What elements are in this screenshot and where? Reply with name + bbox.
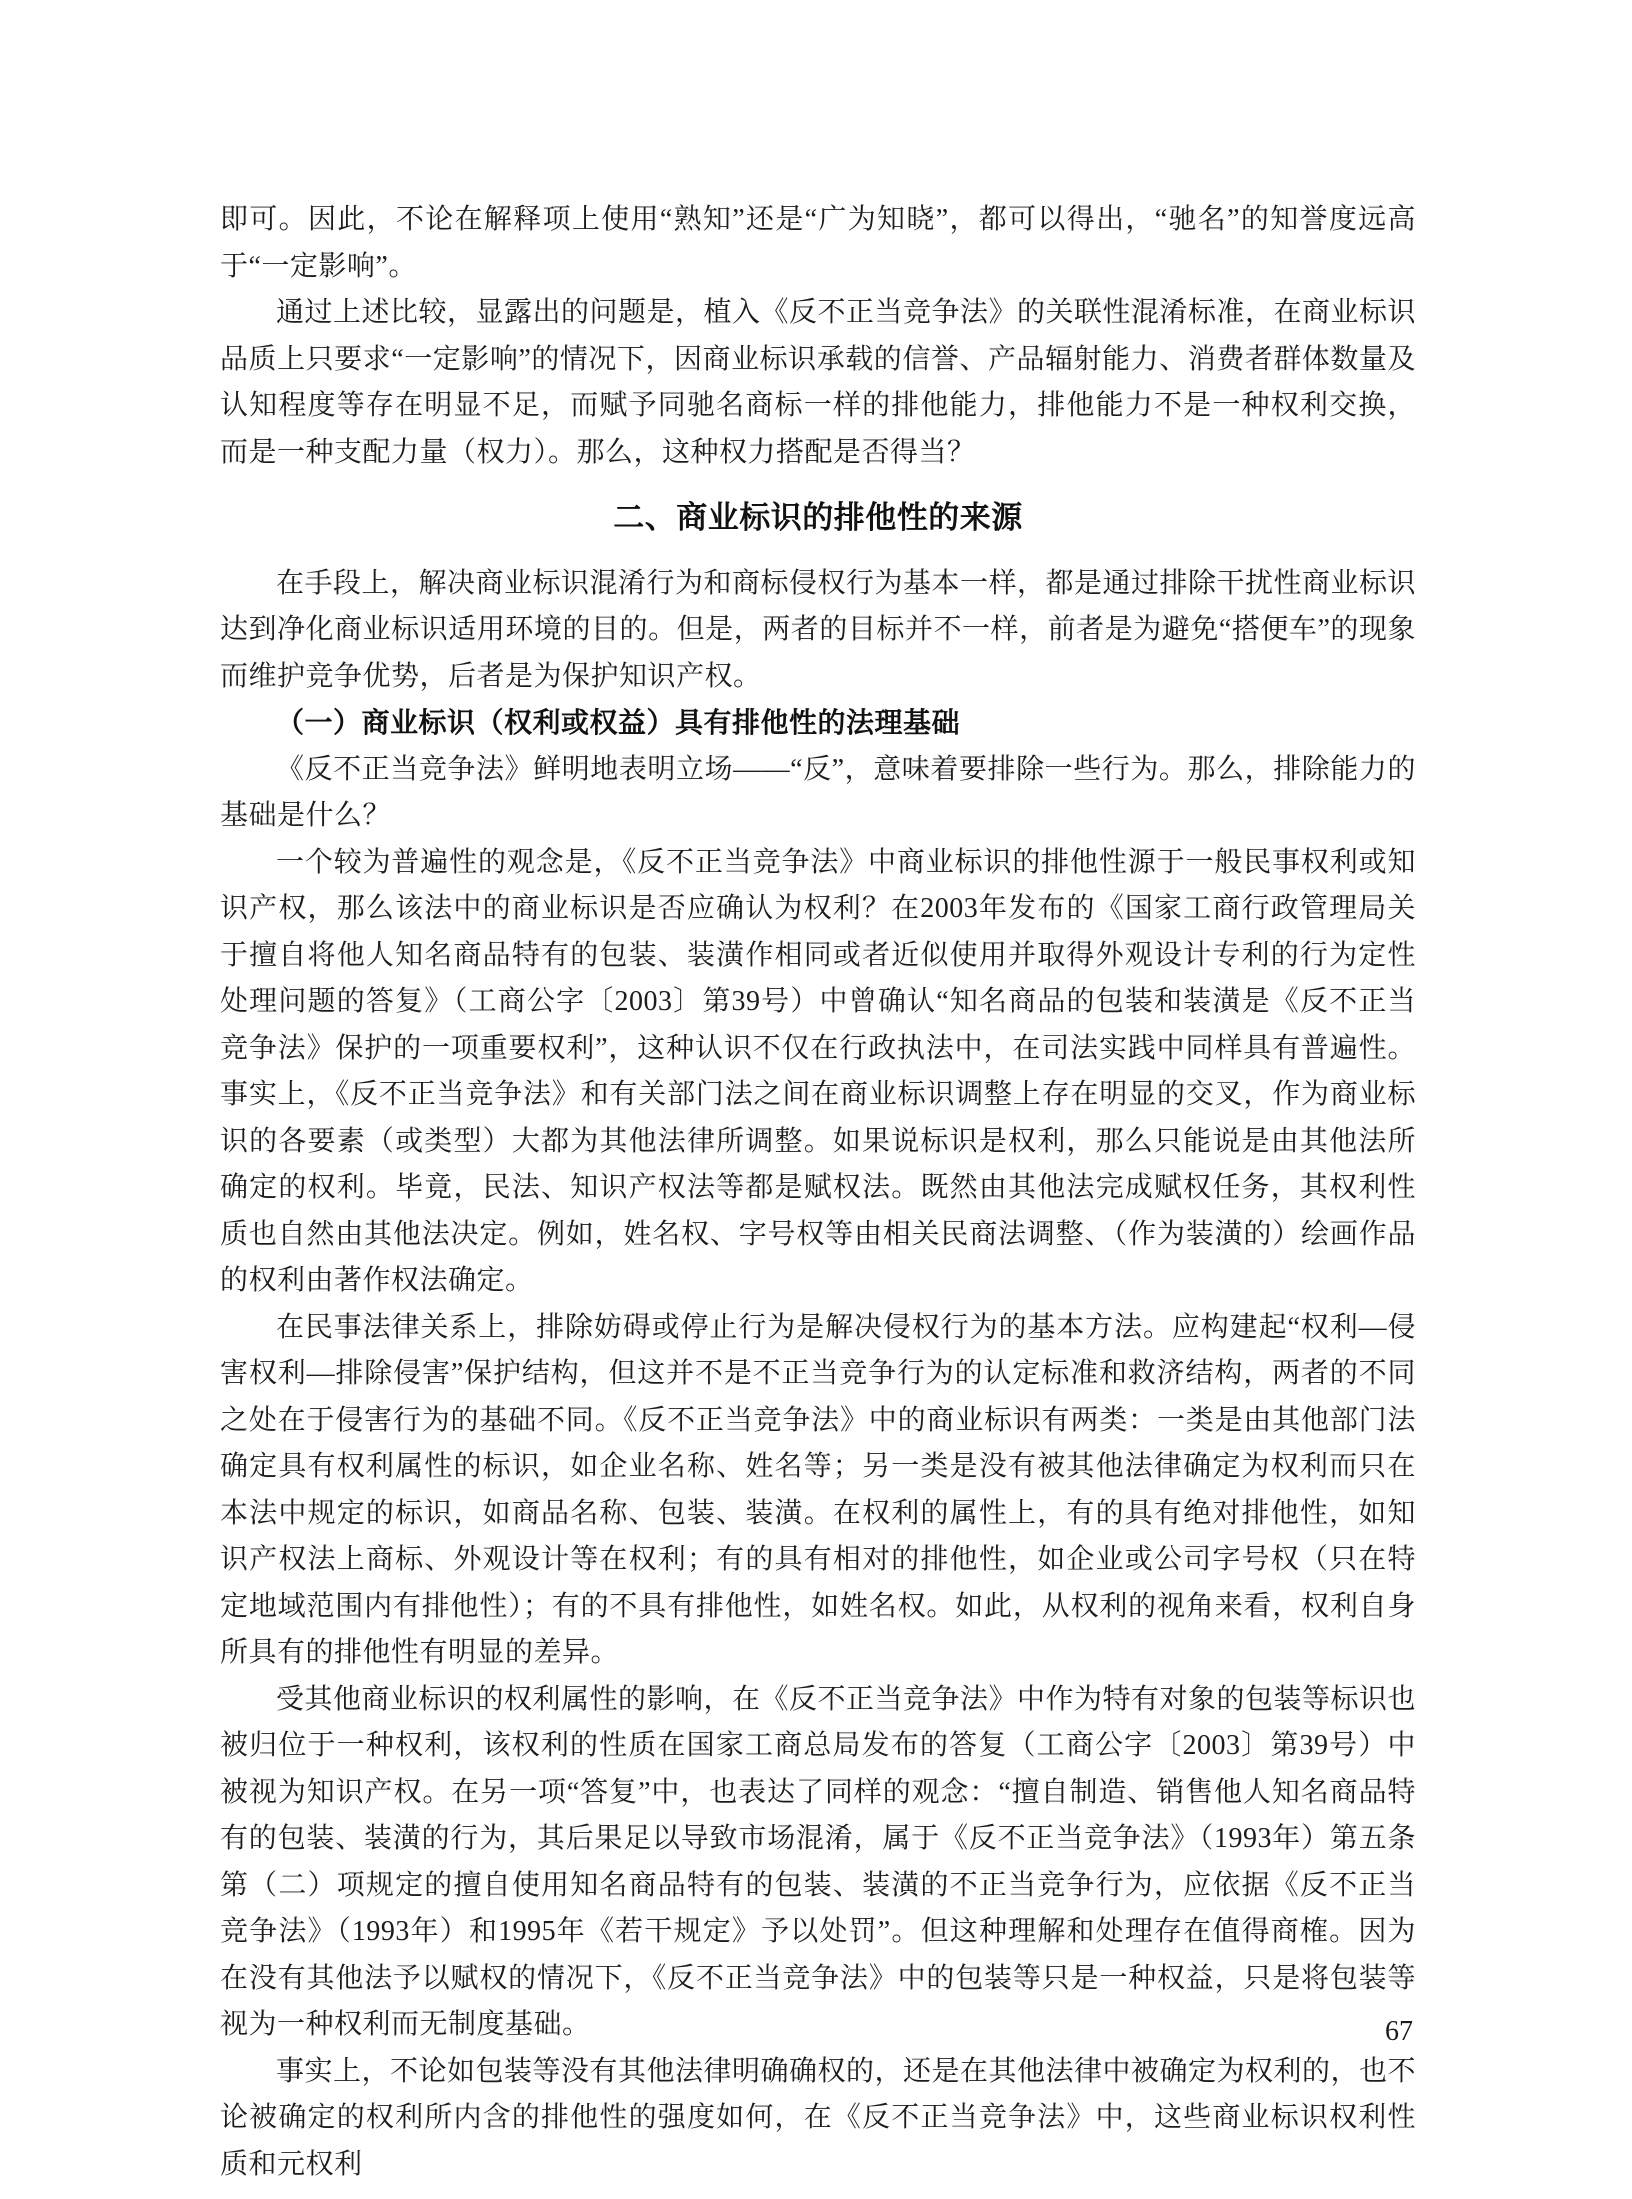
paragraph-power-allocation: 通过上述比较，显露出的问题是，植入《反不正当竞争法》的关联性混淆标准，在商业标识品质上只要求“一定影响”的情况下，因商业标识承载的信誉、产品辐射能力、消费者群体数量及认知程度等存在明显不足，而赋予同驰名商标一样的排他能力，排他能力不是一种权利交换，而是一种支配力量（权力）。那么，这种权力搭配是否得当？ [220,297,1417,468]
paragraph-means-and-goals: 在手段上，解决商业标识混淆行为和商标侵权行为基本一样，都是通过排除干扰性商业标识达到净化商业标识适用环境的目的。但是，两者的目标并不一样，前者是为避免“搭便车”的现象而维护竞争优势，后者是为保护知识产权。 [220,567,1417,692]
paragraph-rights-attribute-influence: 受其他商业标识的权利属性的影响，在《反不正当竞争法》中作为特有对象的包装等标识也被归位于一种权利，该权利的性质在国家工商总局发布的答复（工商公字〔2003〕第39号）中被视为知识产权。在另一项“答复”中，也表达了同样的观念：“擅自制造、销售他人知名商品特有的包装、装潢的行为，其后果足以导致市场混淆，属于《反不正当竞争法》（1993年）第五条第（二）项规定的擅自使用知名商品特有的包装、装潢的不正当竞争行为，应依据《反不正当竞争法》（1993年）和1995年《若干规定》予以处罚”。但这种理解和处理存在值得商榷。因为在没有其他法予以赋权的情况下，《反不正当竞争法》中的包装等只是一种权益，只是将包装等视为一种权利而无制度基础。 [220,1683,1417,2040]
paragraph-continuation: 即可。因此，不论在解释项上使用“熟知”还是“广为知晓”，都可以得出，“驰名”的知誉度远高于“一定影响”。 [220,204,1416,282]
paragraph-stance: 《反不正当竞争法》鲜明地表明立场——“反”，意味着要排除一些行为。那么，排除能力的基础是什么？ [220,753,1416,831]
subsection-heading: （一）商业标识（权利或权益）具有排他性的法理基础 [276,707,961,738]
paragraph-common-view: 一个较为普遍性的观念是，《反不正当竞争法》中商业标识的排他性源于一般民事权利或知识产权，那么该法中的商业标识是否应确认为权利？在2003年发布的《国家工商行政管理局关于擅自将他人知名商品特有的包装、装潢作相同或者近似使用并取得外观设计专利的行为定性处理问题的答复》（工商公字〔2003〕第39号）中曾确认“知名商品的包装和装潢是《反不正当竞争法》保护的一项重要权利”，这种认识不仅在行政执法中，在司法实践中同样具有普遍性。事实上，《反不正当竞争法》和有关部门法之间在商业标识调整上存在明显的交叉，作为商业标识的各要素（或类型）大都为其他法律所调整。如果说标识是权利，那么只能说是由其他法所确定的权利。毕竟，民法、知识产权法等都是赋权法。既然由其他法完成赋权任务，其权利性质也自然由其他法决定。例如，姓名权、字号权等由相关民商法调整、（作为装潢的）绘画作品的权利由著作权法确定。 [220,846,1416,1296]
page-number: 67 [1385,2016,1413,2047]
paragraph-in-fact: 事实上，不论如包装等没有其他法律明确确权的，还是在其他法律中被确定为权利的，也不论被确定的权利所内含的排他性的强度如何，在《反不正当竞争法》中，这些商业标识权利性质和元权利 [220,2055,1417,2180]
paragraph-civil-law-relations: 在民事法律关系上，排除妨碍或停止行为是解决侵权行为的基本方法。应构建起“权利—侵害权利—排除侵害”保护结构，但这并不是不正当竞争行为的认定标准和救济结构，两者的不同之处在于侵害行为的基础不同。《反不正当竞争法》中的商业标识有两类：一类是由其他部门法确定具有权利属性的标识，如企业名称、姓名等；另一类是没有被其他法律确定为权利而只在本法中规定的标识，如商品名称、包装、装潢。在权利的属性上，有的具有绝对排他性，如知识产权法上商标、外观设计等在权利；有的具有相对的排他性，如企业或公司字号权（只在特定地域范围内有排他性）；有的不具有排他性，如姓名权。如此，从权利的视角来看，权利自身所具有的排他性有明显的差异。 [220,1311,1416,1668]
section-heading: 二、商业标识的排他性的来源 [613,500,1023,535]
article-body [220,197,1416,2188]
